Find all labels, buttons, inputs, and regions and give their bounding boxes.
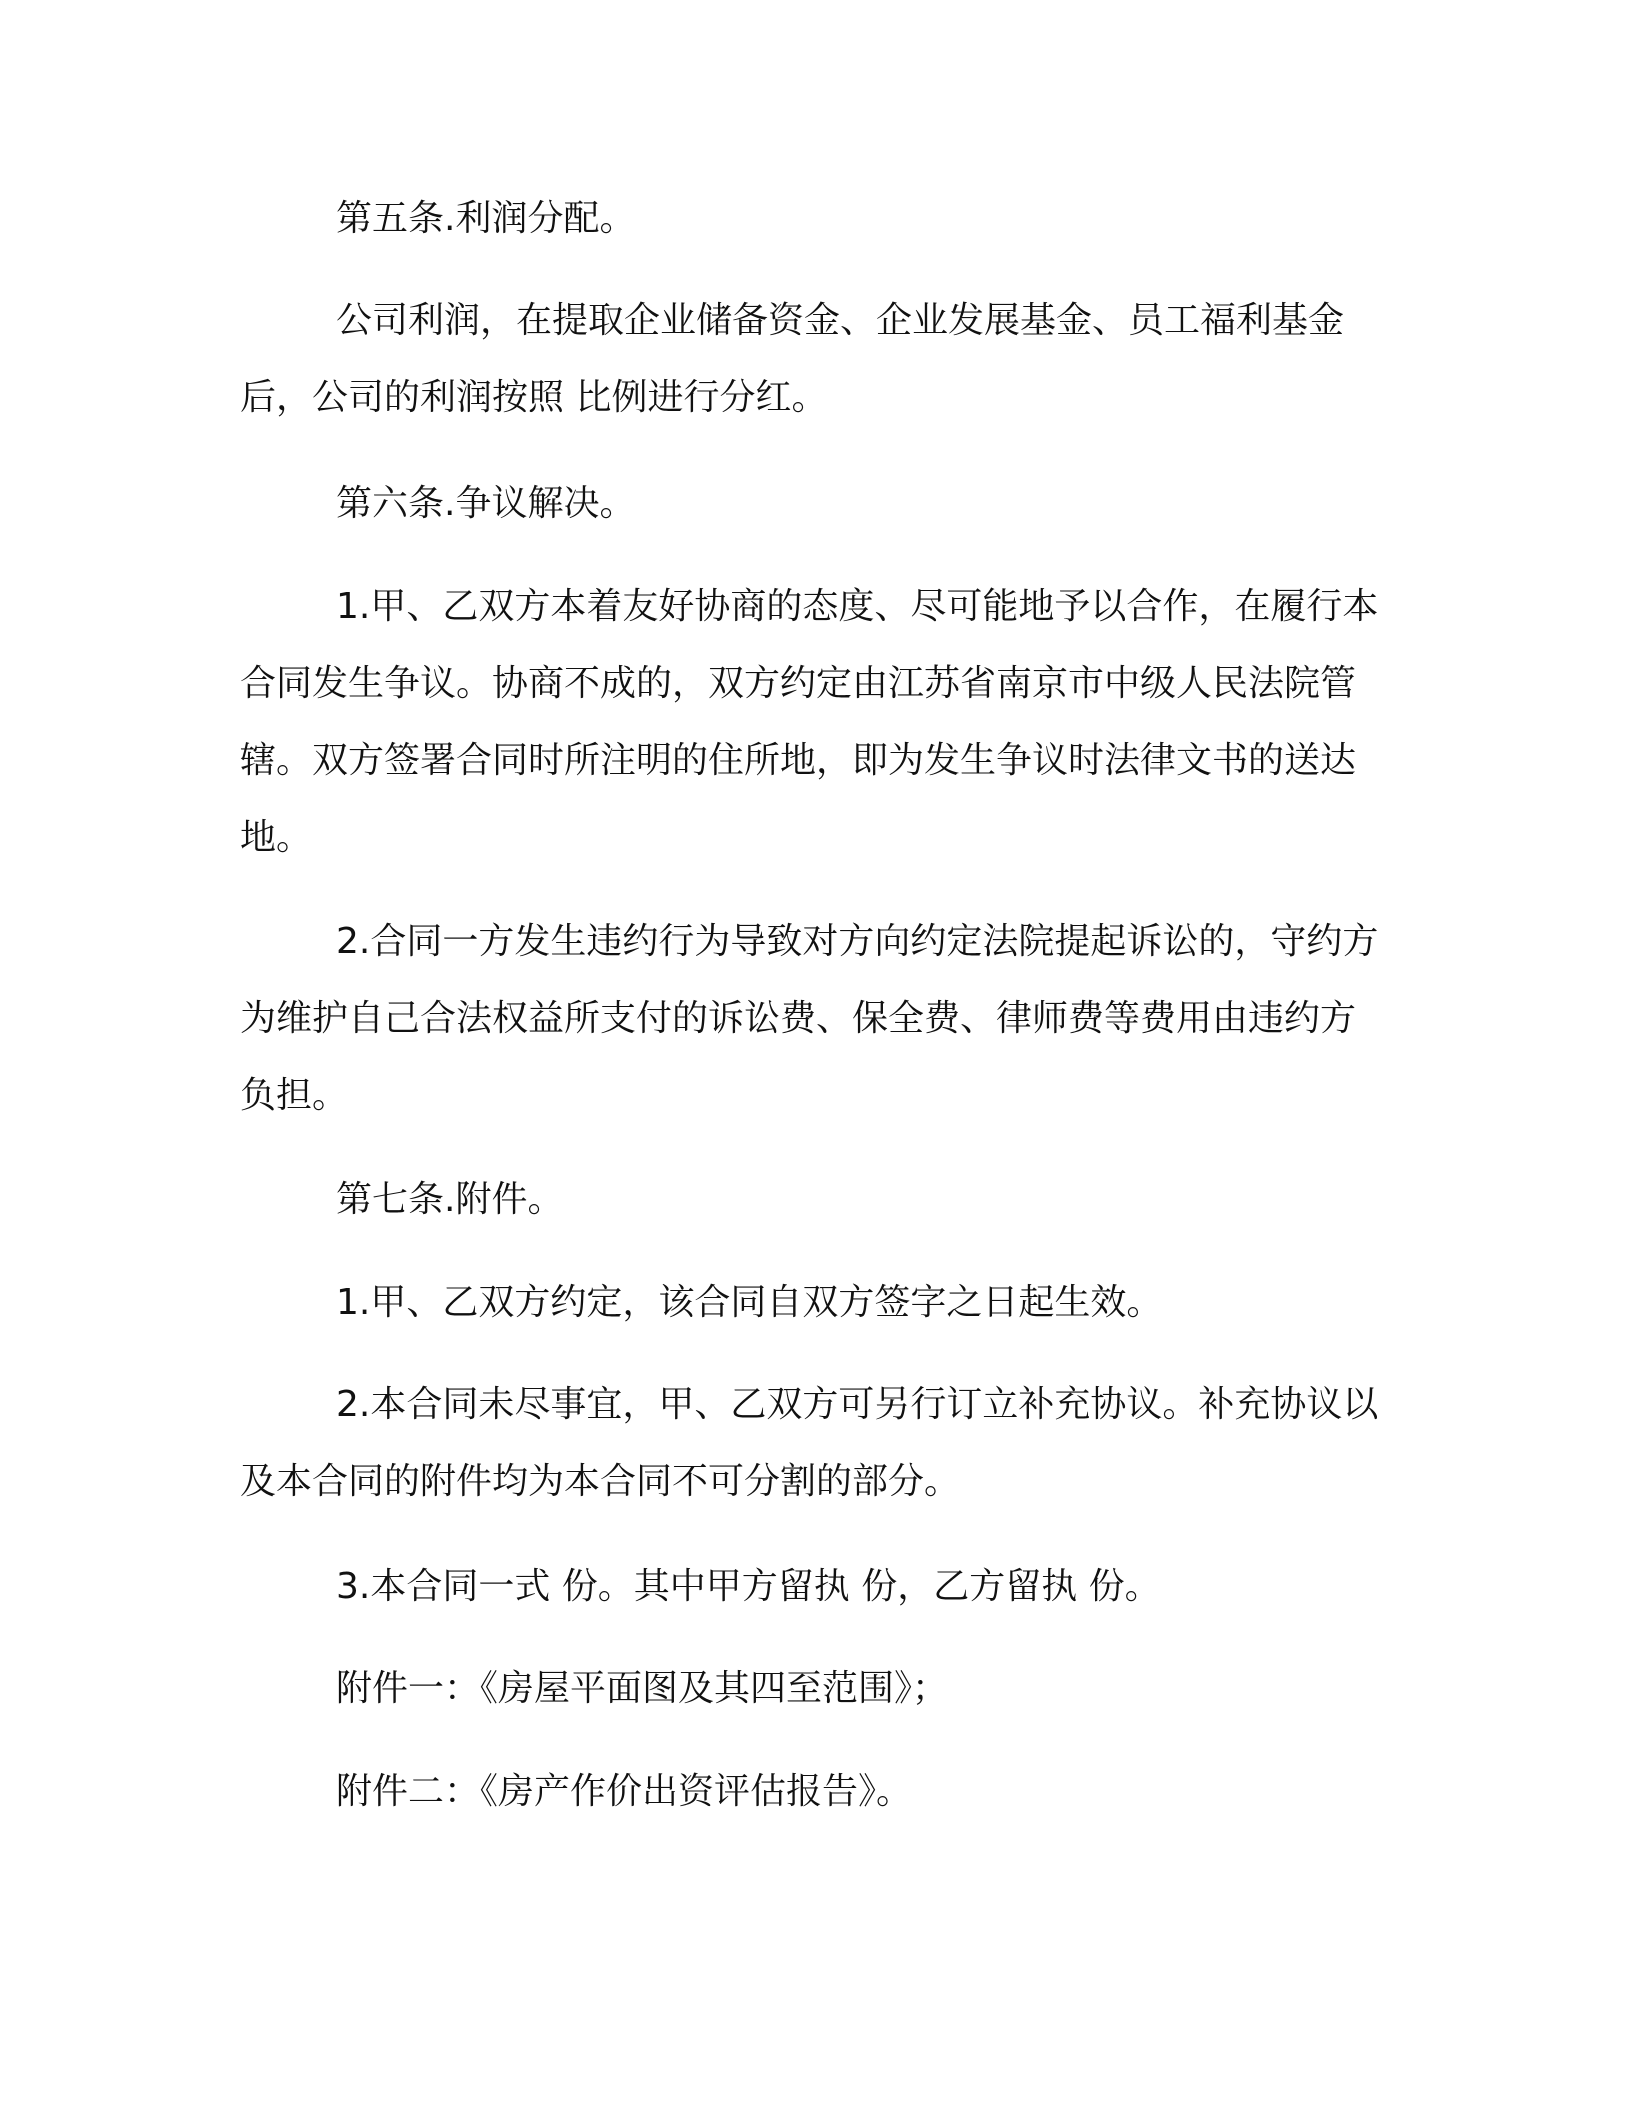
attachment-clause-2: 2.本合同未尽事宜，甲、乙双方可另行订立补充协议。补充协议以及本合同的附件均为本合同不可分割的部分。 (240, 1384, 1379, 1502)
dispute-clause-2: 2.合同一方发生违约行为导致对方向约定法院提起诉讼的，守约方为维护自己合法权益所支付的诉讼费、保全费、律师费等费用由违约方负担。 (240, 921, 1379, 1116)
attachment-two: 附件二：《房产作价出资评估报告》。 (336, 1771, 913, 1812)
document-page (240, 0, 1390, 2112)
attachment-clause-3: 3.本合同一式 份。其中甲方留执 份，乙方留执 份。 (336, 1566, 1161, 1607)
article-6-heading: 第六条.争议解决。 (336, 483, 636, 524)
profit-distribution-paragraph: 公司利润，在提取企业储备资金、企业发展基金、员工福利基金后，公司的利润按照 比例进行分红。 (240, 300, 1345, 418)
dispute-clause-1: 1.甲、乙双方本着友好协商的态度、尽可能地予以合作，在履行本合同发生争议。协商不成的，双方约定由江苏省南京市中级人民法院管辖。双方签署合同时所注明的住所地，即为发生争议时法律文书的送达地。 (240, 586, 1379, 858)
article-5-heading: 第五条.利润分配。 (336, 198, 636, 239)
attachment-one: 附件一：《房屋平面图及其四至范围》； (336, 1668, 949, 1709)
attachment-clause-1: 1.甲、乙双方约定，该合同自双方签字之日起生效。 (336, 1282, 1163, 1323)
article-7-heading: 第七条.附件。 (336, 1179, 564, 1220)
